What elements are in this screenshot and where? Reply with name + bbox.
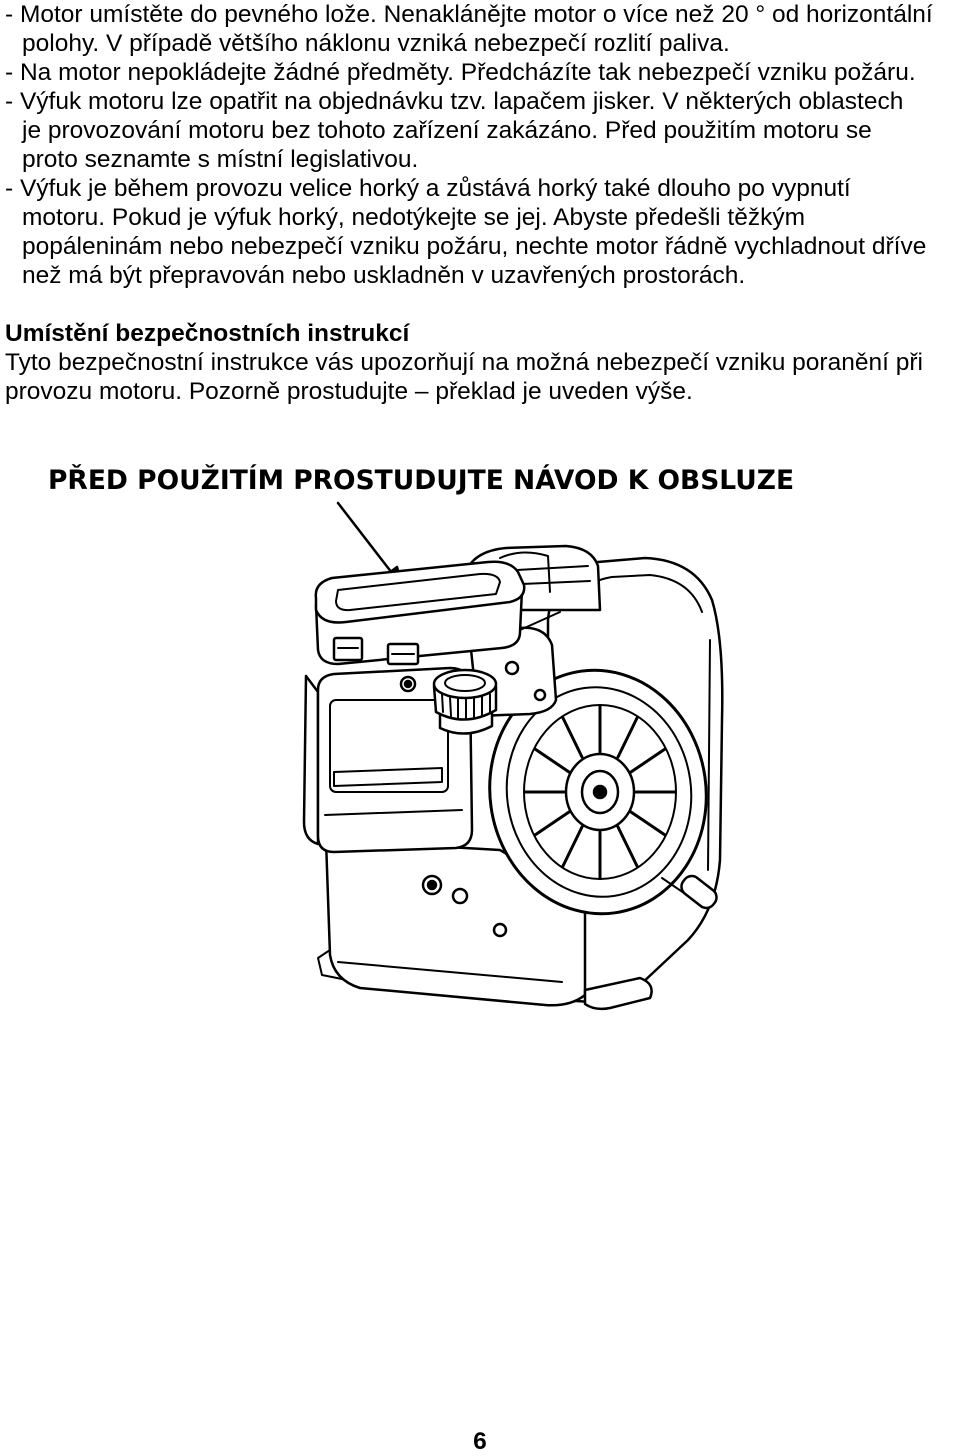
note-line: proto seznamte s místní legislativou. [22,146,419,173]
note-line: popáleninám nebo nebezpečí vzniku požáru, nechte motor řádně vychladnout dříve [22,233,927,260]
section-heading: Umístění bezpečnostních instrukcí [5,320,410,347]
note-line: - Výfuk je během provozu velice horký a zůstává horký také dlouho po vypnutí [5,175,851,202]
note-line: - Výfuk motoru lze opatřit na objednávku tzv. lapačem jisker. V některých oblastech [5,88,904,115]
section-body-line: provozu motoru. Pozorně prostudujte – překlad je uveden výše. [5,378,693,405]
page-number: 6 [473,1428,487,1455]
note-line: - Motor umístěte do pevného lože. Nenaklánějte motor o více než 20 ° od horizontální [5,1,933,28]
note-line: motoru. Pokud je výfuk horký, nedotýkejte se jej. Abyste předešli těžkým [22,204,806,231]
note-line: polohy. V případě většího náklonu vzniká nebezpečí rozlití paliva. [22,30,730,57]
fuel-cap [434,670,496,734]
safety-note [5,0,933,58]
air-filter-cover [316,562,524,664]
section-body-line: Tyto bezpečnostní instrukce vás upozorňují na možná nebezpečí vzniku poranění při [5,349,923,376]
safety-instructions-section [5,319,923,406]
safety-note [5,87,933,174]
note-line: - Na motor nepokládejte žádné předměty. Předcházíte tak nebezpečí vzniku požáru. [5,59,916,86]
safety-note [5,174,933,290]
note-line: než má být přepravován nebo uskladněn v uzavřených prostorách. [22,262,746,289]
safety-note [5,58,933,87]
figure-label: PŘED POUŽITÍM PROSTUDUJTE NÁVOD K OBSLUZE [48,465,795,496]
safety-notes-list [5,0,933,290]
engine-illustration [230,495,740,1020]
note-line: je provozování motoru bez tohoto zařízení zakázáno. Před použitím motoru se [22,117,872,144]
